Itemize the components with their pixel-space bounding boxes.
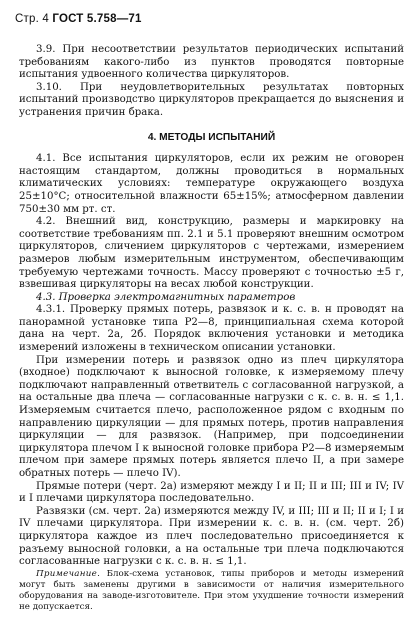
note-lead: Примечание.	[36, 568, 101, 579]
paragraph-3-10: 3.10. При неудовлетворительных результатах повторных испытаний производство циркуляторов прекращается до выяснения и устранения причин брака.	[19, 81, 404, 118]
page-number: Стр. 4	[15, 13, 49, 25]
paragraph-measurement-method: При измерении потерь и развязок одно из плеч циркулятора (входное) подключают к выносной головке, к измеряемому плечу подключают направленный ответвитель с согласованной нагрузкой, а на остальные два плеча — согласованные нагрузки с к. с. в. н. ≤ 1,1. Измеряемым считается плечо, расположенное рядом с входным по направлению циркуляции — для прямых потерь, против направления циркуляции — для развязок. (Например, при подсоединении циркулятора плечом I к выносной головке прибора Р2—8 измеряемым плечом при замере прямых потерь является плечо II, а при замере обратных потерь — плечо IV).	[19, 354, 404, 479]
note	[19, 569, 404, 613]
paragraph-isolation: Развязки (см. черт. 2а) измеряются между IV, и III; III и II; II и I; I и IV плечами циркулятора. При измерении к. с. в. н. (см. черт. 2б) циркулятора каждое из плеч последовательно присоединяется к разъему выносной головки, а на остальные три плеча подключаются согласованные нагрузки с к. с. в. н. ≤ 1,1.	[19, 505, 404, 568]
paragraph-3-9: 3.9. При несоответствии результатов периодических испытаний требованиям какого-либо из пунктов проводятся повторные испытания удвоенного количества циркуляторов.	[19, 44, 404, 81]
section-title: 4. МЕТОДЫ ИСПЫТАНИЙ	[147, 131, 276, 143]
standard-code: ГОСТ 5.758—71	[52, 13, 142, 25]
paragraph-4-1: 4.1. Все испытания циркуляторов, если их режим не оговорен настоящим стандартом, должны проводиться в нормальных климатических условиях: температуре окружающего воздуха 25±10°С; относительной влажности 65±15%; атмосферном давлении 750±30 мм рт. ст.	[19, 153, 404, 215]
paragraph-direct-losses: Прямые потери (черт. 2а) измеряют между I и II; II и III; III и IV; IV и I плечами циркулятора последовательно.	[19, 480, 404, 505]
page-header	[15, 13, 405, 25]
note-text: Блок-схема установок, типы приборов и методы измерений могут быть заменены другими в зависимости от наличия измерительного оборудования на заводе-изготовителе. При этом ухудшение точности измерений не допускается.	[19, 568, 405, 612]
paragraph-4-3: 4.3. Проверка электромагнитных параметров	[36, 291, 296, 303]
document-body	[19, 44, 404, 613]
paragraph-4-3-1: 4.3.1. Проверку прямых потерь, развязок и к. с. в. н проводят на панорамной установке типа Р2—8, принципиальная схема которой дана на черт. 2а, 2б. Порядок включения установки и методика измерений изложены в техническом описании установки.	[19, 304, 404, 354]
paragraph-4-2: 4.2. Внешний вид, конструкцию, размеры и маркировку на соответствие требованиям пп. 2.1 и 5.1 проверяют внешним осмотром циркуляторов, сличением циркуляторов с чертежами, измерением размеров любым измерительным инструментом, обеспечивающим требуемую чертежами точность. Массу проверяют с точностью ±5 г, взвешивая циркуляторы на весах любой конструкции.	[19, 216, 404, 291]
